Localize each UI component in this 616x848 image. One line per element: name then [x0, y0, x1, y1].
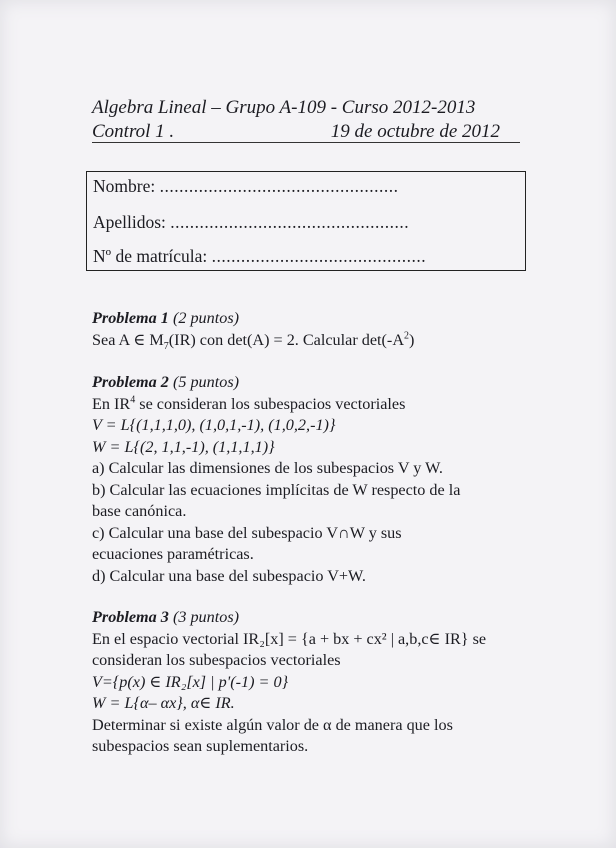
p1-text-a: Sea A ∈ M — [92, 330, 164, 349]
apellidos-dots: ................................................. — [170, 212, 410, 232]
p3-line6: subespacios sean suplementarios. — [92, 737, 309, 755]
p3-line2: consideran los subespacios vectoriales — [92, 651, 341, 669]
p1-text-b: (IR) con det(A) = 2. Calcular det(-A — [168, 330, 405, 349]
p1-subscript: 7 — [163, 340, 169, 352]
problem2-intro — [92, 394, 532, 416]
problem1-title — [92, 308, 532, 330]
apellidos-label: Apellidos: — [93, 212, 166, 232]
p3-line5: Determinar si existe algún valor de α de manera que los — [92, 715, 453, 734]
problem1-points: (2 puntos) — [172, 309, 240, 327]
matricula-line[interactable] — [93, 246, 426, 267]
problem3-label: Problema 3 — [92, 608, 169, 626]
apellidos-line[interactable] — [93, 212, 409, 233]
course-title: Algebra Lineal – Grupo A-109 - Curso 2012-2013 — [92, 97, 476, 118]
p1-superscript: 2 — [404, 330, 410, 342]
p1-text-c: ) — [409, 330, 415, 349]
problem1-label: Problema 1 — [92, 309, 169, 327]
p2-v-definition: V = L{(1,1,1,0), (1,0,1,-1), (1,0,2,-1)} — [92, 416, 336, 434]
p2-intro-b: se consideran los subespacios vectoriales — [135, 394, 406, 413]
exam-header — [92, 96, 522, 144]
p2-part-b1: b) Calcular las ecuaciones implícitas de W respecto de la — [92, 480, 461, 499]
problem3-title — [92, 607, 532, 629]
p2-part-c1: c) Calcular una base del subespacio V∩W y sus — [92, 523, 402, 542]
p2-part-d: d) Calcular una base del subespacio V+W. — [92, 566, 366, 585]
exam-content — [92, 308, 532, 758]
problem1-statement — [92, 330, 532, 352]
header-row — [92, 120, 500, 144]
matricula-label: Nº de matrícula: — [93, 246, 208, 266]
p3-line4: W = L{α– αx}, α∈ IR. — [92, 694, 235, 712]
exam-date: 19 de octubre de 2012 — [330, 121, 500, 142]
nombre-line[interactable] — [93, 176, 398, 197]
nombre-dots: ................................................. — [159, 176, 399, 196]
p3-line3: V={p(x) ∈ IR₂[x] | p'(-1) = 0} — [92, 672, 289, 691]
p2-w-definition: W = L{(2, 1,1,-1), (1,1,1,1)} — [92, 437, 275, 456]
p2-part-c2: ecuaciones paramétricas. — [92, 545, 254, 563]
control-label: Control 1 . — [92, 121, 175, 142]
p2-part-a: a) Calcular las dimensiones de los subespacios V y W. — [92, 459, 443, 477]
student-id-box — [86, 171, 526, 271]
p2-intro-a: En IR — [92, 394, 131, 413]
header-rule — [92, 142, 520, 143]
problem2-title — [92, 372, 532, 394]
p2-intro-sup: 4 — [130, 394, 136, 406]
matricula-dots: ............................................ — [211, 246, 427, 266]
p2-part-b2: base canónica. — [92, 502, 187, 520]
p3-line1: En el espacio vectorial IR₂[x] = {a + bx + cx² | a,b,c∈ IR} se — [92, 629, 487, 648]
problem2-points: (5 puntos) — [172, 373, 240, 391]
nombre-label: Nombre: — [93, 176, 156, 196]
problem2-label: Problema 2 — [92, 373, 169, 391]
problem3-points: (3 puntos) — [172, 608, 240, 626]
